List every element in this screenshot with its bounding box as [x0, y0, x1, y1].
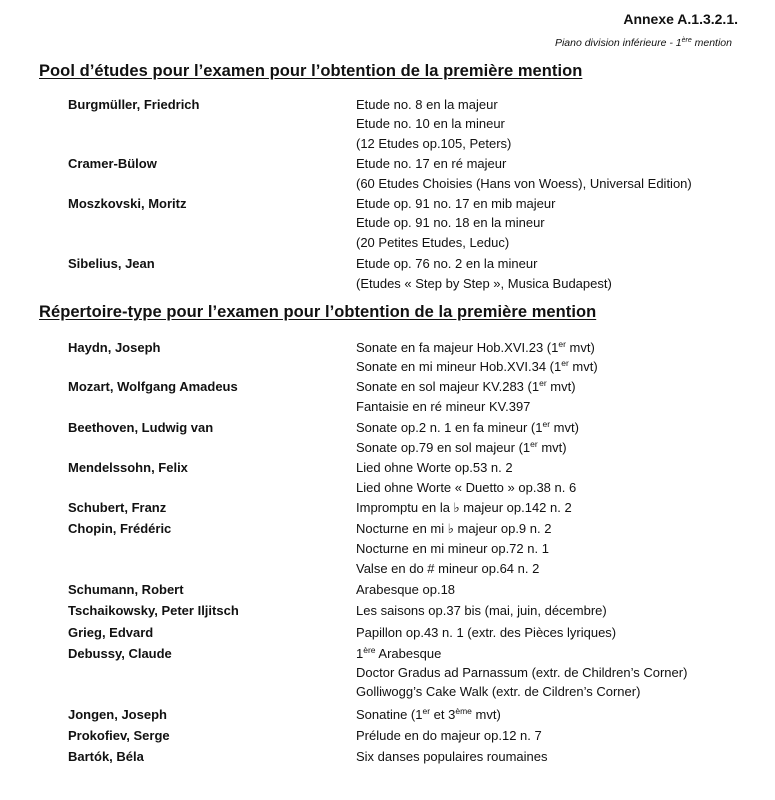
repertoire-work: Lied ohne Worte « Duetto » op.38 n. 6: [356, 480, 577, 495]
work-text: mvt): [550, 420, 579, 435]
work-text: et 3: [430, 707, 456, 722]
annexe-number: Annexe A.1.3.2.1.: [623, 11, 738, 27]
repertoire-work: Valse en do # mineur op.64 n. 2: [356, 561, 540, 576]
pool-work: (20 Petites Etudes, Leduc): [356, 235, 510, 250]
repertoire-work: Lied ohne Worte op.53 n. 2: [356, 460, 513, 475]
repertoire-composer: Chopin, Frédéric: [68, 521, 172, 536]
pool-work: Etude no. 17 en ré majeur: [356, 156, 507, 171]
repertoire-composer: Grieg, Edvard: [68, 625, 154, 640]
ordinal-superscript: ème: [455, 706, 472, 716]
work-text: Sonatine (1: [356, 707, 423, 722]
work-text: mvt): [568, 359, 598, 374]
repertoire-composer: Schubert, Franz: [68, 500, 167, 515]
ordinal-superscript: er: [561, 358, 569, 368]
ordinal-superscript: er: [558, 339, 566, 349]
pool-composer: Cramer-Bülow: [68, 156, 157, 171]
work-text: Sonate op.2 n. 1 en fa mineur (1: [356, 420, 543, 435]
ordinal-superscript: er: [422, 706, 431, 716]
pool-composer: Burgmüller, Friedrich: [68, 97, 200, 112]
repertoire-work: [356, 359, 598, 374]
repertoire-work: [356, 646, 441, 661]
repertoire-work: Six danses populaires roumaines: [356, 749, 548, 764]
subtitle-superscript: ère: [681, 37, 692, 44]
ordinal-superscript: er: [530, 439, 538, 449]
repertoire-work: Les saisons op.37 bis (mai, juin, décembre): [356, 603, 607, 618]
repertoire-work: Arabesque op.18: [356, 582, 456, 597]
repertoire-work: [356, 420, 579, 435]
subtitle-end: mention: [691, 37, 732, 49]
subtitle-main: Piano division inférieure - 1: [554, 37, 682, 49]
repertoire-composer: Tschaikowsky, Peter Iljitsch: [68, 603, 239, 618]
repertoire-composer: Mendelssohn, Felix: [68, 460, 188, 475]
ordinal-superscript: er: [539, 378, 547, 388]
repertoire-composer: Mozart, Wolfgang Amadeus: [68, 379, 238, 394]
work-text: mvt): [471, 707, 501, 722]
pool-work: Etude op. 76 no. 2 en la mineur: [356, 256, 538, 271]
work-text: Sonate en mi mineur Hob.XVI.34 (1: [356, 359, 562, 374]
pool-section-title: Pool d’études pour l’examen pour l’obtention de la première mention: [39, 62, 583, 80]
work-text: Arabesque: [375, 646, 442, 661]
work-text: mvt): [537, 440, 567, 455]
work-text: Sonate en sol majeur KV.283 (1: [356, 379, 540, 394]
repertoire-work: [356, 340, 595, 355]
repertoire-section-title: Répertoire-type pour l’examen pour l’obtention de la première mention: [39, 303, 597, 321]
repertoire-work: [356, 707, 501, 722]
repertoire-composer: Schumann, Robert: [68, 582, 184, 597]
repertoire-work: Doctor Gradus ad Parnassum (extr. de Children’s Corner): [356, 665, 688, 680]
repertoire-composer: Haydn, Joseph: [68, 340, 161, 355]
repertoire-composer: Debussy, Claude: [68, 646, 172, 661]
repertoire-work: [356, 440, 567, 455]
pool-work: (12 Etudes op.105, Peters): [356, 136, 512, 151]
repertoire-work: [356, 379, 576, 394]
pool-work: Etude op. 91 no. 18 en la mineur: [356, 215, 545, 230]
repertoire-work: Impromptu en la ♭ majeur op.142 n. 2: [356, 500, 572, 515]
work-text: Sonate en fa majeur Hob.XVI.23 (1: [356, 340, 559, 355]
repertoire-composer: Jongen, Joseph: [68, 707, 167, 722]
repertoire-work: Fantaisie en ré mineur KV.397: [356, 399, 531, 414]
repertoire-composer: Beethoven, Ludwig van: [68, 420, 214, 435]
work-text: mvt): [546, 379, 576, 394]
work-text: mvt): [565, 340, 595, 355]
pool-composer: Moszkovski, Moritz: [68, 196, 187, 211]
pool-work: Etude no. 10 en la mineur: [356, 116, 505, 131]
repertoire-work: Nocturne en mi ♭ majeur op.9 n. 2: [356, 521, 552, 536]
repertoire-work: Nocturne en mi mineur op.72 n. 1: [356, 541, 549, 556]
document-subtitle: [555, 37, 732, 49]
work-text: Sonate op.79 en sol majeur (1: [356, 440, 531, 455]
work-text: 1: [356, 646, 364, 661]
repertoire-work: Papillon op.43 n. 1 (extr. des Pièces lyriques): [356, 625, 617, 640]
pool-composer: Sibelius, Jean: [68, 256, 155, 271]
ordinal-superscript: ère: [363, 645, 376, 655]
ordinal-superscript: er: [542, 419, 551, 429]
pool-work: (60 Etudes Choisies (Hans von Woess), Universal Edition): [356, 176, 692, 191]
pool-work: Etude op. 91 no. 17 en mib majeur: [356, 196, 556, 211]
repertoire-work: Prélude en do majeur op.12 n. 7: [356, 728, 542, 743]
repertoire-composer: Bartók, Béla: [68, 749, 144, 764]
pool-work: (Etudes « Step by Step », Musica Budapest): [356, 276, 612, 291]
repertoire-composer: Prokofiev, Serge: [68, 728, 170, 743]
repertoire-work: Golliwogg’s Cake Walk (extr. de Cildren’s Corner): [356, 684, 641, 699]
pool-work: Etude no. 8 en la majeur: [356, 97, 498, 112]
